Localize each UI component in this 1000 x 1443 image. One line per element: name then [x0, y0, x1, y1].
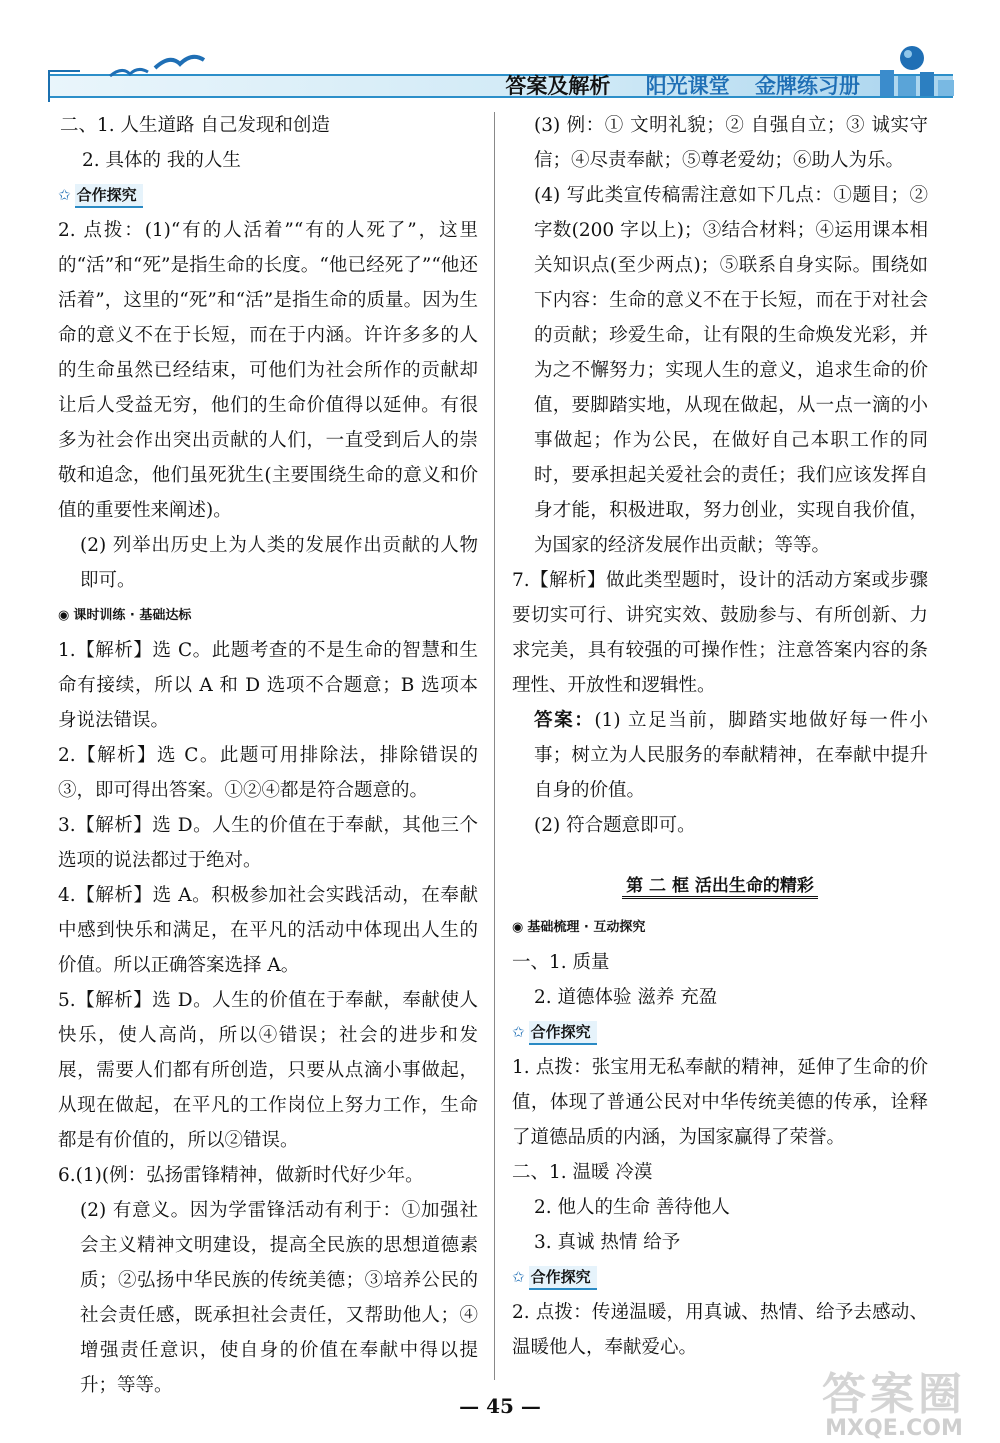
answer-paragraph: 3.【解析】选 D。人生的价值在于奉献，其他三个选项的说法都过于绝对。 — [58, 815, 478, 871]
watermark — [822, 1358, 966, 1441]
answer-paragraph: 2.【解析】选 C。此题可用排除法，排除错误的③，即可得出答案。①②④都是符合题意的。 — [58, 745, 478, 801]
answer-paragraph: (2) 列举出历史上为人类的发展作出贡献的人物即可。 — [80, 535, 478, 591]
section-heading — [512, 1260, 928, 1295]
answer-paragraph: 1.【解析】选 C。此题考查的不是生命的智慧和生命有接续，所以 A 和 D 选项不合题意；B 选项本身说法错误。 — [58, 640, 478, 731]
answer-paragraph: 5.【解析】选 D。人生的价值在于奉献，奉献使人快乐，使人高尚，所以④错误；社会的进步和发展，需要人们都有所创造，只要从点滴小事做起，从现在做起，在平凡的工作岗位上努力工作，生命都是有价值的，所以②错误。 — [58, 990, 478, 1151]
header-frame — [48, 70, 80, 102]
answer-paragraph: 7.【解析】做此类型题时，设计的活动方案或步骤要切实可行、讲究实效、鼓励参与、有所创新、力求完美，具有较强的可操作性；注意答案内容的条理性、开放性和逻辑性。 — [512, 570, 928, 696]
answer-line: 2. 具体的 我的人生 — [82, 150, 241, 171]
section-heading — [512, 910, 928, 945]
header-title-book: 金牌练习册 — [755, 74, 860, 98]
section-heading — [512, 1015, 928, 1050]
answer-line: 2. 他人的生命 善待他人 — [534, 1197, 730, 1218]
frame-title-text: 第 二 框 活出生命的精彩 — [622, 876, 818, 899]
answer-paragraph: 6.(1)(例：弘扬雷锋精神，做新时代好少年。 — [58, 1165, 424, 1186]
header-title — [505, 70, 860, 100]
star-icon: ✩ — [58, 186, 71, 204]
frame-title — [512, 869, 928, 904]
page-number: — 45 — — [459, 1394, 541, 1418]
star-icon: ✩ — [512, 1023, 525, 1041]
page-header — [40, 40, 970, 104]
column-divider — [494, 112, 495, 1380]
answer-line: 一、1. 质量 — [512, 952, 610, 973]
star-icon: ✩ — [512, 1268, 525, 1286]
answer-text: (1) 立足当前，脚踏实地做好每一件小事；树立为人民服务的奉献精神，在奉献中提升自身的价值。 — [534, 710, 928, 801]
section-heading-label: 合作探究 — [75, 184, 143, 208]
section-heading-label: 课时训练 · 基础达标 — [73, 608, 192, 623]
answer-line: 二、1. 温暖 冷漠 — [512, 1162, 653, 1183]
answer-paragraph: 2. 点拨：(1)“有的人活着”“有的人死了”，这里的“活”和“死”是指生命的长度。“他已经死了”“他还活着”，这里的“死”和“活”是指生命的质量。因为生命的意义不在于长短，而在于内涵。许许多多的人的生命虽然已经结束，可他们为社会所作的贡献却让后人受益无穷，他们的生命价值得以延伸。有很多为社会作出突出贡献的人们，一直受到后人的崇敬和追念，他们虽死犹生(主要围绕生命的意义和价值的重要性来阐述)。 — [58, 220, 478, 521]
answer-paragraph: (4) 写此类宣传稿需注意如下几点：①题目；②字数(200 字以上)；③结合材料；④运用课本相关知识点(至少两点)；⑤联系自身实际。围绕如下内容：生命的意义不在于长短，而在于对社会的贡献；珍爱生命，让有限的生命焕发光彩，并为之不懈努力；实现人生的意义，追求生命的价值，要脚踏实地，从现在做起，从一点一滴的小事做起；作为公民，在做好自己本职工作的同时，要承担起关爱社会的责任；我们应该发挥自身才能，积极进取，努力创业，实现自我价值，为国家的经济发展作出贡献；等等。 — [534, 185, 928, 556]
watermark-logo: 答案圈 — [822, 1369, 966, 1420]
watermark-url: MXQE.COM — [825, 1416, 963, 1441]
badge-icon: ◉ — [58, 608, 70, 623]
header-title-series: 阳光课堂 — [645, 74, 730, 98]
answer-line: 二、1. 人生道路 自己发现和创造 — [60, 115, 330, 136]
answer-line: 2. 道德体验 滋养 充盈 — [534, 987, 718, 1008]
answer-paragraph — [512, 703, 928, 808]
answer-paragraph: (3) 例：① 文明礼貌；② 自强自立；③ 诚实守信；④尽责奉献；⑤尊老爱幼；⑥助人为乐。 — [534, 115, 928, 171]
answer-paragraph: (2) 符合题意即可。 — [534, 815, 696, 836]
section-heading-label: 基础梳理 · 互动探究 — [527, 920, 646, 935]
badge-icon: ◉ — [512, 920, 524, 935]
answer-label: 答案： — [534, 710, 595, 731]
section-heading — [58, 598, 478, 633]
answer-line: 3. 真诚 热情 给予 — [534, 1232, 681, 1253]
globe-icon — [860, 40, 970, 104]
section-heading-label: 合作探究 — [529, 1266, 597, 1290]
header-title-answers: 答案及解析 — [505, 74, 611, 98]
section-heading — [58, 178, 478, 213]
left-column — [58, 108, 478, 1403]
answer-paragraph: 4.【解析】选 A。积极参加社会实践活动，在奉献中感到快乐和满足，在平凡的活动中体现出人生的价值。所以正确答案选择 A。 — [58, 885, 478, 976]
section-heading-label: 合作探究 — [529, 1021, 597, 1045]
answer-paragraph: 2. 点拨：传递温暖，用真诚、热情、给予去感动、温暖他人，奉献爱心。 — [512, 1302, 928, 1358]
right-column — [512, 108, 928, 1365]
answer-paragraph: (2) 有意义。因为学雷锋活动有利于：①加强社会主义精神文明建设，提高全民族的思想道德素质；②弘扬中华民族的传统美德；③培养公民的社会责任感，既承担社会责任，又帮助他人；④增强责任意识，使自身的价值在奉献中得以提升；等等。 — [80, 1200, 478, 1396]
birds-icon — [100, 48, 210, 88]
answer-paragraph: 1. 点拨：张宝用无私奉献的精神，延伸了生命的价值，体现了普通公民对中华传统美德的传承，诠释了道德品质的内涵，为国家赢得了荣誉。 — [512, 1057, 928, 1148]
